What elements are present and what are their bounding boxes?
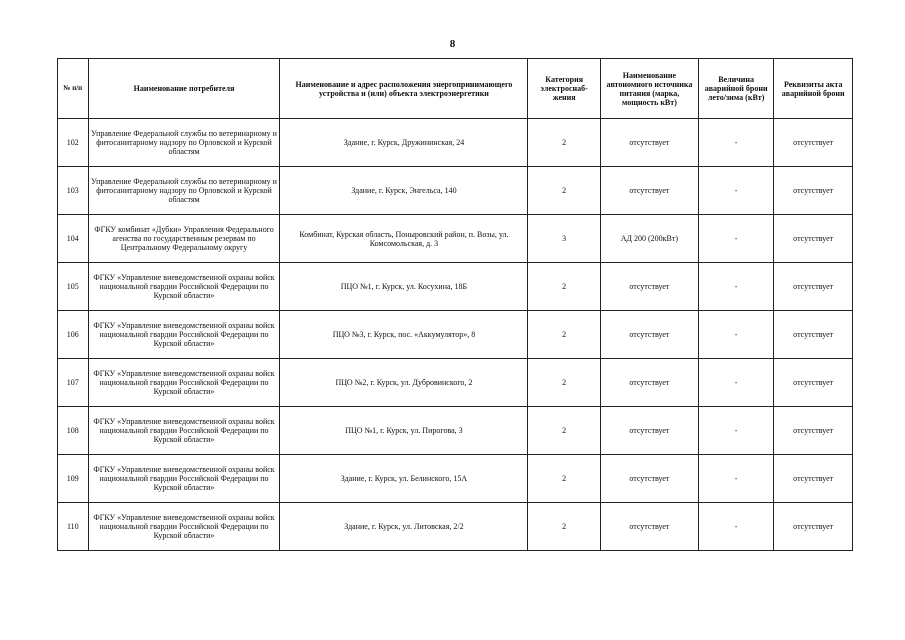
consumer-name: ФГКУ «Управление вневедомственной охраны войск национальной гвардии Российской Федерации по Курской области» <box>88 263 280 311</box>
act-details: отсутствует <box>774 119 853 167</box>
reserve-value: - <box>698 215 774 263</box>
table-row <box>58 311 853 359</box>
consumer-name: ФГКУ «Управление вневедомственной охраны войск национальной гвардии Российской Федерации по Курской области» <box>88 311 280 359</box>
reserve-value: - <box>698 167 774 215</box>
consumer-name: ФГКУ «Управление вневедомственной охраны войск национальной гвардии Российской Федерации по Курской области» <box>88 455 280 503</box>
power-source: отсутствует <box>600 263 698 311</box>
row-number: 104 <box>58 215 89 263</box>
reserve-value: - <box>698 311 774 359</box>
power-source: АД 200 (200кВт) <box>600 215 698 263</box>
power-source: отсутствует <box>600 167 698 215</box>
row-number: 105 <box>58 263 89 311</box>
object-address: ПЦО №3, г. Курск, пос. «Аккумулятор», 8 <box>280 311 528 359</box>
row-number: 108 <box>58 407 89 455</box>
table-row <box>58 407 853 455</box>
supply-category: 2 <box>528 455 600 503</box>
act-details: отсутствует <box>774 359 853 407</box>
act-details: отсутствует <box>774 455 853 503</box>
consumer-name: ФГКУ «Управление вневедомственной охраны войск национальной гвардии Российской Федерации по Курской области» <box>88 407 280 455</box>
power-source: отсутствует <box>600 503 698 551</box>
power-source: отсутствует <box>600 455 698 503</box>
row-number: 102 <box>58 119 89 167</box>
object-address: ПЦО №1, г. Курск, ул. Косухина, 18Б <box>280 263 528 311</box>
table-row <box>58 119 853 167</box>
act-details: отсутствует <box>774 167 853 215</box>
consumer-name: Управление Федеральной службы по ветеринарному и фитосанитарному надзору по Орловской и Курской областям <box>88 167 280 215</box>
supply-category: 2 <box>528 263 600 311</box>
header-source: Наименование автономного источника питания (марка, мощность кВт) <box>600 59 698 119</box>
object-address: Здание, г. Курск, Дружининская, 24 <box>280 119 528 167</box>
power-source: отсутствует <box>600 311 698 359</box>
supply-category: 2 <box>528 359 600 407</box>
reserve-value: - <box>698 407 774 455</box>
table-header-row <box>58 59 853 119</box>
object-address: Здание, г. Курск, Энгельса, 140 <box>280 167 528 215</box>
supply-category: 3 <box>528 215 600 263</box>
supply-category: 2 <box>528 407 600 455</box>
table-row <box>58 455 853 503</box>
table-row <box>58 503 853 551</box>
header-object: Наименование и адрес расположения энергопринимающего устройства и (или) объекта электроэнергетики <box>280 59 528 119</box>
table-row <box>58 263 853 311</box>
consumer-name: Управление Федеральной службы по ветеринарному и фитосанитарному надзору по Орловской и Курской областям <box>88 119 280 167</box>
consumer-name: ФГКУ комбинат «Дубки» Управления Федерального агенства по государственным резервам по Центральному Федеральному округу <box>88 215 280 263</box>
act-details: отсутствует <box>774 407 853 455</box>
object-address: Здание, г. Курск, ул. Белинского, 15А <box>280 455 528 503</box>
table-row <box>58 167 853 215</box>
act-details: отсутствует <box>774 503 853 551</box>
supply-category: 2 <box>528 503 600 551</box>
header-category: Категория электроснаб-жения <box>528 59 600 119</box>
page-number: 8 <box>449 38 456 50</box>
header-act: Реквизиты акта аварийной брони <box>774 59 853 119</box>
power-consumers-table <box>57 58 853 551</box>
power-source: отсутствует <box>600 359 698 407</box>
object-address: ПЦО №1, г. Курск, ул. Пирогова, 3 <box>280 407 528 455</box>
row-number: 107 <box>58 359 89 407</box>
reserve-value: - <box>698 503 774 551</box>
act-details: отсутствует <box>774 311 853 359</box>
reserve-value: - <box>698 359 774 407</box>
object-address: ПЦО №2, г. Курск, ул. Дубровинского, 2 <box>280 359 528 407</box>
reserve-value: - <box>698 455 774 503</box>
table-row <box>58 359 853 407</box>
power-source: отсутствует <box>600 407 698 455</box>
supply-category: 2 <box>528 119 600 167</box>
table-row <box>58 215 853 263</box>
object-address: Здание, г. Курск, ул. Литовская, 2/2 <box>280 503 528 551</box>
header-number: № п/п <box>58 59 89 119</box>
row-number: 109 <box>58 455 89 503</box>
row-number: 110 <box>58 503 89 551</box>
row-number: 106 <box>58 311 89 359</box>
row-number: 103 <box>58 167 89 215</box>
object-address: Комбинат, Курская область, Поныровский район, п. Возы, ул. Комсомольская, д. 3 <box>280 215 528 263</box>
supply-category: 2 <box>528 311 600 359</box>
header-consumer: Наименование потребителя <box>88 59 280 119</box>
reserve-value: - <box>698 119 774 167</box>
act-details: отсутствует <box>774 263 853 311</box>
consumer-name: ФГКУ «Управление вневедомственной охраны войск национальной гвардии Российской Федерации по Курской области» <box>88 503 280 551</box>
power-source: отсутствует <box>600 119 698 167</box>
act-details: отсутствует <box>774 215 853 263</box>
header-reserve: Величина аварийной брони лето/зима (кВт) <box>698 59 774 119</box>
consumer-name: ФГКУ «Управление вневедомственной охраны войск национальной гвардии Российской Федерации по Курской области» <box>88 359 280 407</box>
reserve-value: - <box>698 263 774 311</box>
supply-category: 2 <box>528 167 600 215</box>
